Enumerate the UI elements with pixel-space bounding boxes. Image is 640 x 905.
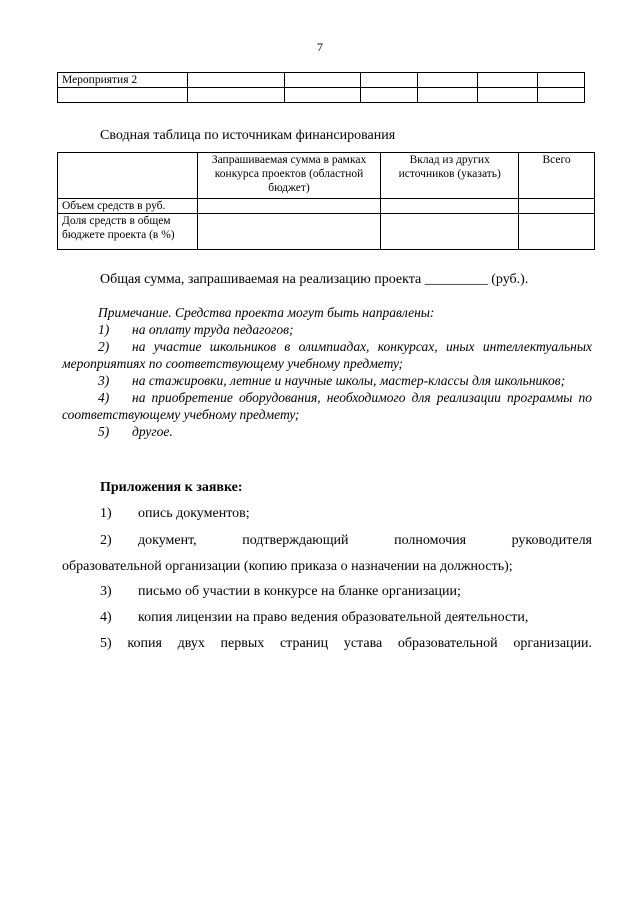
table-cell — [361, 88, 418, 103]
note-item-text: на оплату труда педагогов; — [132, 322, 294, 337]
table-cell: Мероприятия 2 — [58, 73, 188, 88]
table-header-cell — [58, 153, 198, 199]
table-cell — [538, 73, 585, 88]
appendix-item — [100, 634, 592, 654]
table-row — [58, 73, 585, 88]
total-amount-line: Общая сумма, запрашиваемая на реализацию проекта _________ (руб.). — [100, 272, 529, 287]
table-cell — [478, 88, 538, 103]
row-label: Объем средств в руб. — [58, 199, 198, 214]
table-cell — [361, 73, 418, 88]
table-cell — [381, 214, 519, 250]
appendix-item-number: 2) — [100, 533, 112, 548]
note-item-number: 5) — [98, 424, 110, 439]
row-label: Доля средств в общем бюджете проекта (в %) — [58, 214, 198, 250]
events-table — [57, 72, 585, 103]
table-header-row — [58, 153, 595, 199]
appendix-item-text: письмо об участии в конкурсе на бланке организации; — [138, 584, 461, 599]
table-cell — [58, 88, 188, 103]
table-cell — [519, 199, 595, 214]
appendix-item — [100, 608, 528, 628]
summary-table — [57, 152, 595, 250]
note-intro: Примечание. Средства проекта могут быть направлены: — [98, 305, 435, 320]
table-cell — [197, 199, 381, 214]
appendix-item — [100, 582, 461, 602]
table-cell — [381, 199, 519, 214]
table-cell — [478, 73, 538, 88]
table-header-cell: Запрашиваемая сумма в рамках конкурса проектов (областной бюджет) — [197, 153, 381, 199]
table-cell — [187, 73, 284, 88]
note-item-text: на стажировки, летние и научные школы, мастер-классы для школьников; — [132, 373, 566, 388]
note-item-text: на участие школьников в олимпиадах, конкурсах, иных интеллектуальных мероприятиях по соответствующему учебному предмету; — [62, 339, 592, 371]
table-cell — [284, 73, 361, 88]
appendix-item-number: 3) — [100, 584, 112, 599]
table-cell — [418, 88, 478, 103]
appendix-item-text: документ, подтверждающий полномочия руководителя — [138, 533, 592, 548]
note-item-text: на приобретение оборудования, необходимого для реализации программы по соответствующему учебному предмету; — [62, 390, 592, 422]
table-cell — [187, 88, 284, 103]
table-cell — [519, 214, 595, 250]
note-item-number: 3) — [98, 373, 110, 388]
note-item — [62, 389, 592, 423]
note-item-number: 2) — [98, 339, 110, 354]
note-item — [62, 321, 592, 338]
appendix-title: Приложения к заявке: — [100, 480, 243, 495]
summary-table-caption: Сводная таблица по источникам финансирования — [100, 128, 396, 143]
appendix-item-number: 1) — [100, 506, 112, 521]
note-item — [62, 372, 592, 389]
note-item-text: другое. — [132, 424, 173, 439]
table-header-cell: Вклад из других источников (указать) — [381, 153, 519, 199]
table-row — [58, 88, 585, 103]
appendix-item-number: 5) — [100, 636, 112, 651]
appendix-item — [100, 504, 250, 524]
note-block — [62, 304, 592, 440]
appendix-item-continuation: образовательной организации (копию приказа о назначении на должность); — [62, 559, 513, 574]
note-item — [62, 423, 592, 440]
appendix-item-text: опись документов; — [138, 506, 250, 521]
table-cell — [197, 214, 381, 250]
note-item-number: 4) — [98, 390, 110, 405]
appendix-item-text: копия двух первых страниц устава образовательной организации. — [127, 636, 593, 651]
appendix-item — [100, 531, 592, 551]
appendix-item-text: копия лицензии на право ведения образовательной деятельности, — [138, 610, 529, 625]
appendix-item-number: 4) — [100, 610, 112, 625]
table-header-cell: Всего — [519, 153, 595, 199]
table-row — [58, 214, 595, 250]
table-cell — [418, 73, 478, 88]
table-cell — [284, 88, 361, 103]
table-cell — [538, 88, 585, 103]
note-item — [62, 338, 592, 372]
page-number: 7 — [317, 40, 323, 54]
note-item-number: 1) — [98, 322, 110, 337]
table-row — [58, 199, 595, 214]
